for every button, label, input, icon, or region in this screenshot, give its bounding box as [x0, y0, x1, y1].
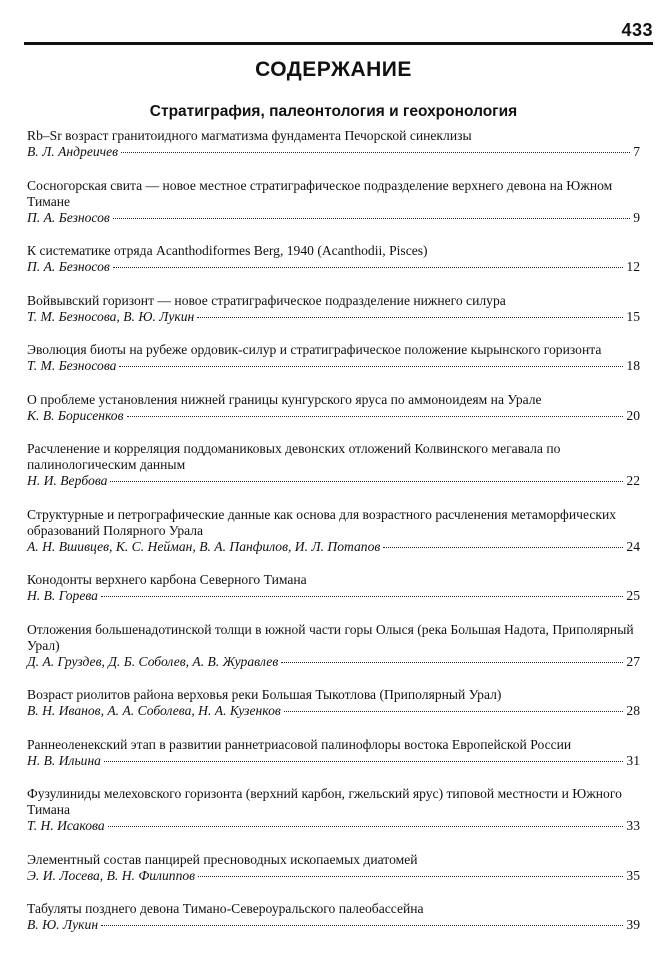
- entry-title: Структурные и петрографические данные как основа для возрастного расчленения метаморфических образований Полярного Урала: [27, 506, 617, 538]
- entry-page-number: 39: [626, 917, 640, 932]
- entry-authors: В. Н. Иванов, А. А. Соболева, Н. А. Кузенков: [27, 703, 281, 718]
- entry-title: Табуляты позднего девона Тимано-Североуральского палеобассейна: [27, 901, 424, 916]
- entry-line: [27, 309, 640, 325]
- entry-title: Расчленение и корреляция поддоманиковых девонских отложений Колвинского мегавала по палинологическим данным: [27, 441, 561, 472]
- entry-authors: К. В. Борисенков: [27, 407, 124, 423]
- toc-entry[interactable]: [27, 178, 640, 226]
- dot-leader: [104, 761, 623, 762]
- dot-leader: [284, 711, 624, 712]
- entry-line: [27, 473, 640, 489]
- entry-title: Возраст риолитов района верховья реки Большая Тыкотлова (Приполярный Урал): [27, 687, 502, 702]
- toc-entry[interactable]: [27, 622, 640, 670]
- entry-authors: Т. М. Безносова, В. Ю. Лукин: [27, 308, 195, 324]
- entry-line: [27, 868, 640, 884]
- entry-page-number: 20: [626, 407, 640, 423]
- entry-authors: Т. Н. Исакова: [27, 818, 105, 833]
- table-of-contents: [27, 128, 640, 951]
- entry-page-number: 15: [626, 308, 640, 324]
- entry-line: [27, 144, 640, 160]
- toc-entry[interactable]: [27, 737, 640, 769]
- section-heading: Стратиграфия, палеонтология и геохронология: [149, 103, 518, 120]
- dot-leader: [281, 662, 623, 663]
- entry-line: [27, 210, 640, 226]
- entry-page-number: 7: [633, 144, 640, 159]
- entry-page-number: 12: [626, 259, 640, 274]
- entry-page-number: 28: [626, 703, 640, 718]
- entry-line: [27, 703, 640, 719]
- toc-entry[interactable]: [27, 392, 640, 424]
- dot-leader: [198, 876, 623, 877]
- entry-line: [27, 753, 640, 769]
- entry-authors: Э. И. Лосева, В. Н. Филиппов: [27, 867, 196, 883]
- dot-leader: [113, 267, 624, 268]
- entry-authors: П. А. Безносов: [27, 209, 110, 225]
- entry-page-number: 33: [626, 818, 640, 833]
- toc-entry[interactable]: [27, 786, 640, 834]
- entry-authors: Н. И. Вербова: [27, 473, 108, 488]
- entry-authors: Н. В. Горева: [27, 588, 98, 603]
- header-rule: [24, 42, 653, 45]
- dot-leader: [121, 152, 630, 153]
- toc-entry[interactable]: [27, 852, 640, 884]
- entry-title: Конодонты верхнего карбона Северного Тимана: [27, 572, 307, 587]
- entry-page-number: 24: [626, 538, 640, 554]
- entry-title: О проблеме установления нижней границы кунгурского яруса по аммоноидеям на Урале: [27, 391, 542, 407]
- toc-entry[interactable]: [27, 572, 640, 604]
- entry-title: К систематике отряда Acanthodiformes Berg, 1940 (Acanthodii, Pisces): [27, 243, 428, 258]
- entry-line: [27, 654, 640, 670]
- toc-entry[interactable]: [27, 687, 640, 719]
- entry-title: Эволюция биоты на рубеже ордовик-силур и стратиграфическое положение кырынского горизонта: [27, 342, 602, 357]
- entry-line: [27, 818, 640, 834]
- entry-page-number: 25: [626, 588, 640, 603]
- dot-leader: [197, 317, 623, 318]
- entry-authors: П. А. Безносов: [27, 259, 110, 274]
- entry-title: Фузулиниды мелеховского горизонта (верхний карбон, гжельский ярус) типовой местности и Южного Тимана: [27, 786, 622, 817]
- entry-page-number: 22: [626, 473, 640, 488]
- entry-authors: В. Л. Андреичев: [27, 144, 119, 159]
- entry-title: Элементный состав панцирей пресноводных ископаемых диатомей: [27, 851, 418, 867]
- entry-page-number: 27: [626, 653, 640, 669]
- toc-entry[interactable]: [27, 901, 640, 933]
- entry-line: [27, 539, 640, 555]
- entry-page-number: 9: [633, 209, 640, 225]
- dot-leader: [108, 826, 624, 827]
- entry-authors: Н. В. Ильина: [27, 752, 101, 768]
- entry-title: Раннеоленекский этап в развитии раннетриасовой палинофлоры востока Европейской России: [27, 736, 572, 752]
- toc-entry[interactable]: [27, 293, 640, 325]
- page-number: 433: [621, 20, 653, 40]
- entry-authors: Т. М. Безносова: [27, 358, 117, 373]
- entry-line: [27, 588, 640, 604]
- entry-page-number: 31: [626, 752, 640, 768]
- entry-authors: Д. А. Груздев, Д. Б. Соболев, А. В. Журавлев: [27, 653, 279, 669]
- dot-leader: [127, 416, 624, 417]
- entry-line: [27, 917, 640, 933]
- entry-page-number: 18: [626, 358, 640, 373]
- entry-line: [27, 358, 640, 374]
- entry-line: [27, 408, 640, 424]
- toc-entry[interactable]: [27, 128, 640, 160]
- toc-entry[interactable]: [27, 507, 640, 555]
- dot-leader: [101, 596, 623, 597]
- entry-title: Rb–Sr возраст гранитоидного магматизма фундамента Печорской синеклизы: [27, 128, 472, 143]
- toc-entry[interactable]: [27, 342, 640, 374]
- entry-line: [27, 259, 640, 275]
- entry-authors: А. Н. Вшивцев, К. С. Нейман, В. А. Панфилов, И. Л. Потапов: [27, 538, 381, 554]
- entry-title: Войвывский горизонт — новое стратиграфическое подразделение нижнего силура: [27, 292, 506, 308]
- dot-leader: [101, 925, 623, 926]
- dot-leader: [110, 481, 623, 482]
- page-title: СОДЕРЖАНИЕ: [255, 58, 412, 81]
- entry-title: Сосногорская свита — новое местное стратиграфическое подразделение верхнего девона на Южном Тимане: [27, 177, 613, 209]
- dot-leader: [383, 547, 623, 548]
- dot-leader: [113, 218, 630, 219]
- dot-leader: [119, 366, 623, 367]
- toc-entry[interactable]: [27, 441, 640, 489]
- entry-authors: В. Ю. Лукин: [27, 917, 99, 932]
- entry-title: Отложения большенадотинской толщи в южной части горы Олыся (река Большая Надота, Приполярный Урал): [27, 621, 634, 653]
- toc-entry[interactable]: [27, 243, 640, 275]
- entry-page-number: 35: [626, 867, 640, 883]
